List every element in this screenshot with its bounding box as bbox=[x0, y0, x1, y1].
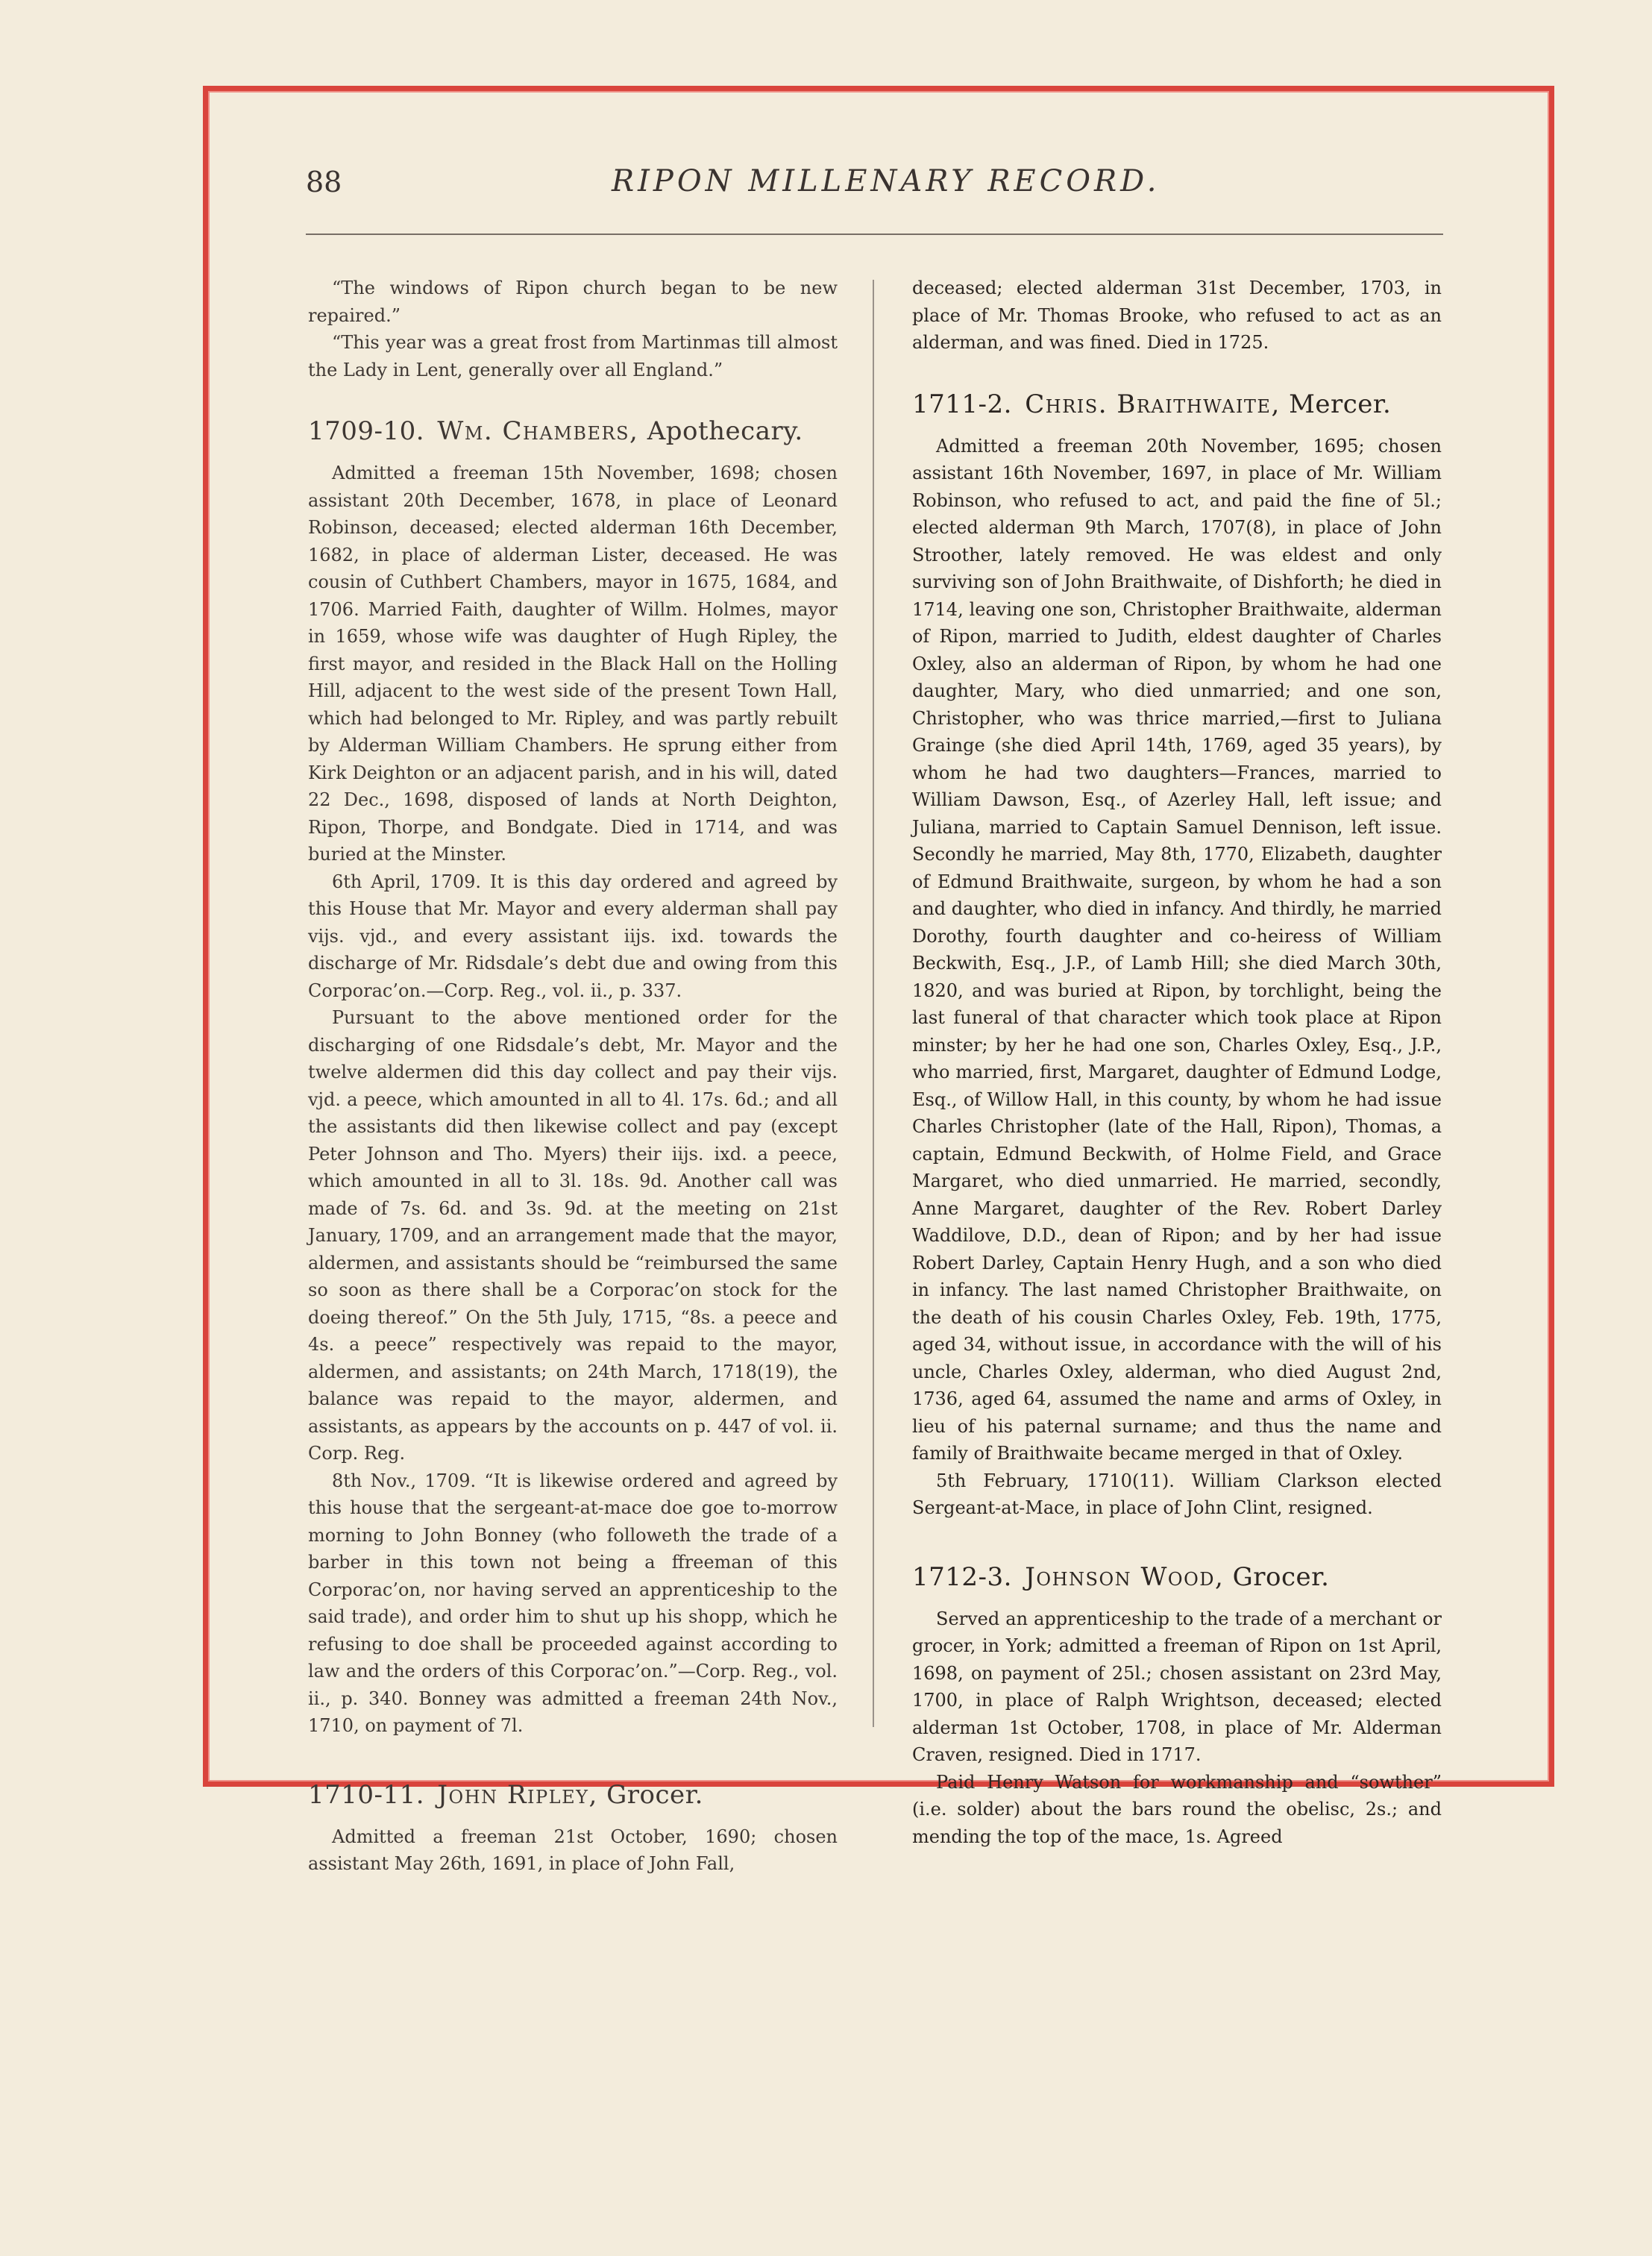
column-divider bbox=[873, 280, 874, 1727]
entry-year: 1711-2. bbox=[912, 389, 1012, 419]
header-rule bbox=[306, 234, 1443, 235]
entry-paragraph: Admitted a freeman 21st October, 1690; chosen assistant May 26th, 1691, in place of John Fall, bbox=[308, 1826, 838, 1874]
entry-paragraph: Admitted a freeman 15th November, 1698; chosen assistant 20th December, 1678, in place of Leonard Robinson, deceased; elected alderman 16th December, 1682, in place of alderman Lister, deceased. He was cousin of Cuthbert Chambers, mayor in 1675, 1684, and 1706. Married Faith, daughter of Willm. Holmes, mayor in 1659, whose wife was daughter of Hugh Ripley, the first mayor, and resided in the Black Hall on the Holling Hill, adjacent to the west side of the present Town Hall, which had belonged to Mr. Ripley, and was partly rebuilt by Alderman William Chambers. He sprung either from Kirk Deighton or an adjacent parish, and in his will, dated 22 Dec., 1698, disposed of lands at North Deighton, Ripon, Thorpe, and Bondgate. Died in 1714, and was buried at the Minster. bbox=[308, 463, 838, 865]
entry-trade: Grocer. bbox=[1232, 1561, 1330, 1592]
entry-trade: Grocer. bbox=[606, 1779, 703, 1810]
entry-paragraph: Paid Henry Watson for workmanship and “sowther” (i.e. solder) about the bars round the obelisc, 2s.; and mending the top of the mace, 1s. Agreed bbox=[912, 1771, 1442, 1847]
continuation-paragraph: deceased; elected alderman 31st December, 1703, in place of Mr. Thomas Brooke, who refused to act as an alderman, and was fined. Died in 1725. bbox=[912, 278, 1442, 353]
entry-year: 1709-10. bbox=[308, 416, 425, 446]
entry-trade: Apothecary. bbox=[647, 416, 803, 446]
right-column bbox=[912, 275, 1442, 1847]
entry-paragraph: 6th April, 1709. It is this day ordered and agreed by this House that Mr. Mayor and every alderman shall pay vijs. vjd., and every assistant iijs. ixd. towards the discharge of Mr. Ridsdale’s debt due and owing from this Corporac’on.—Corp. Reg., vol. ii., p. 337. bbox=[308, 871, 838, 1001]
entry-year: 1710-11. bbox=[308, 1779, 425, 1810]
entry-paragraph: Pursuant to the above mentioned order for the discharging of one Ridsdale’s debt, Mr. Mayor and the twelve aldermen did this day collect and pay their vijs. vjd. a peece, which amounted in all to 4l. 17s. 6d.; and all the assistants did then likewise collect and pay (except Peter Johnson and Tho. Myers) their iijs. ixd. a peece, which amounted in all to 3l. 18s. 9d. Another call was made of 7s. 6d. and 3s. 9d. at the meeting on 21st January, 1709, and an arrangement made that the mayor, aldermen, and assistants should be “reimbursed the same so soon as there shall be a Corporac’on stock for the doeing thereof.” On the 5th July, 1715, “8s. a peece and 4s. a peece” respectively was repaid to the mayor, aldermen, and assistants; on 24th March, 1718(19), the balance was repaid to the mayor, aldermen, and assistants, as appears by the accounts on p. 447 of vol. ii. Corp. Reg. bbox=[308, 1007, 838, 1464]
page-header bbox=[0, 166, 1652, 203]
quote-paragraph: “This year was a great frost from Martinmas till almost the Lady in Lent, generally over all England.” bbox=[308, 332, 838, 380]
entry-heading bbox=[912, 1562, 1442, 1592]
entry-paragraph: Admitted a freeman 20th November, 1695; chosen assistant 16th November, 1697, in place of Mr. William Robinson, who refused to act, and paid the fine of 5l.; elected alderman 9th March, 1707(8), in place of John Stroother, lately removed. He was eldest and only surviving son of John Braithwaite, of Dishforth; he died in 1714, leaving one son, Christopher Braithwaite, alderman of Ripon, married to Judith, eldest daughter of Charles Oxley, also an alderman of Ripon, by whom he had one daughter, Mary, who died unmarried; and one son, Christopher, who was thrice married,—first to Juliana Grainge (she died April 14th, 1769, aged 35 years), by whom he had two daughters—Frances, married to William Dawson, Esq., of Azerley Hall, left issue; and Juliana, married to Captain Samuel Dennison, left issue. Secondly he married, May 8th, 1770, Elizabeth, daughter of Edmund Braithwaite, surgeon, by whom he had a son and daughter, who died in infancy. And thirdly, he married Dorothy, fourth daughter and co-heiress of William Beckwith, Esq., J.P., of Lamb Hill; she died March 30th, 1820, and was buried at Ripon, by torchlight, being the last funeral of that character which took place at Ripon minster; by her he had one son, Charles Oxley, Esq., J.P., who married, first, Margaret, daughter of Edmund Lodge, Esq., of Willow Hall, in this county, by whom he had issue Charles Christopher (late of the Hall, Ripon), Thomas, a captain, Edmund Beckwith, of Holme Field, and Grace Margaret, who died unmarried. He married, secondly, Anne Margaret, daughter of the Rev. Robert Darley Waddilove, D.D., dean of Ripon; and by her had issue Robert Darley, Captain Henry Hugh, and a son who died in infancy. The last named Christopher Braithwaite, on the death of his cousin Charles Oxley, Feb. 19th, 1775, aged 34, without issue, in accordance with the will of his uncle, Charles Oxley, alderman, who died August 2nd, 1736, aged 64, assumed the name and arms of Oxley, in lieu of his paternal surname; and thus the name and family of Braithwaite became merged in that of Oxley. bbox=[912, 435, 1442, 1464]
entry-name: Johnson Wood, bbox=[1025, 1561, 1225, 1592]
entry-name: John Ripley, bbox=[437, 1779, 598, 1810]
entry-paragraph: Served an apprenticeship to the trade of a merchant or grocer, in York; admitted a freeman of Ripon on 1st April, 1698, on payment of 25l.; chosen assistant on 23rd May, 1700, in place of Ralph Wrightson, deceased; elected alderman 1st October, 1708, in place of Mr. Alderman Craven, resigned. Died in 1717. bbox=[912, 1608, 1442, 1765]
entry-heading bbox=[912, 389, 1442, 419]
left-column bbox=[308, 275, 838, 1874]
entry-year: 1712-3. bbox=[912, 1561, 1012, 1592]
entry-heading bbox=[308, 1780, 838, 1810]
quote-paragraph: “The windows of Ripon church began to be new repaired.” bbox=[308, 278, 838, 326]
entry-trade: Mercer. bbox=[1289, 389, 1392, 419]
entry-name: Chris. Braithwaite, bbox=[1025, 389, 1281, 419]
entry-name: Wm. Chambers, bbox=[437, 416, 639, 446]
entry-paragraph: 5th February, 1710(11). William Clarkson elected Sergeant-at-Mace, in place of John Clint, resigned. bbox=[912, 1470, 1442, 1518]
page-number: 88 bbox=[306, 166, 342, 198]
entry-paragraph: 8th Nov., 1709. “It is likewise ordered and agreed by this house that the sergeant-at-mace doe goe to-morrow morning to John Bonney (who followeth the trade of a barber in this town not being a ffreeman of this Corporac’on, nor having served an apprenticeship to the said trade), and order him to shut up his shopp, which he refusing to doe shall be proceeded against according to law and the orders of this Corporac’on.”—Corp. Reg., vol. ii., p. 340. Bonney was admitted a freeman 24th Nov., 1710, on payment of 7l. bbox=[308, 1470, 838, 1736]
running-title: RIPON MILLENARY RECORD. bbox=[612, 164, 1161, 198]
entry-heading bbox=[308, 416, 838, 446]
